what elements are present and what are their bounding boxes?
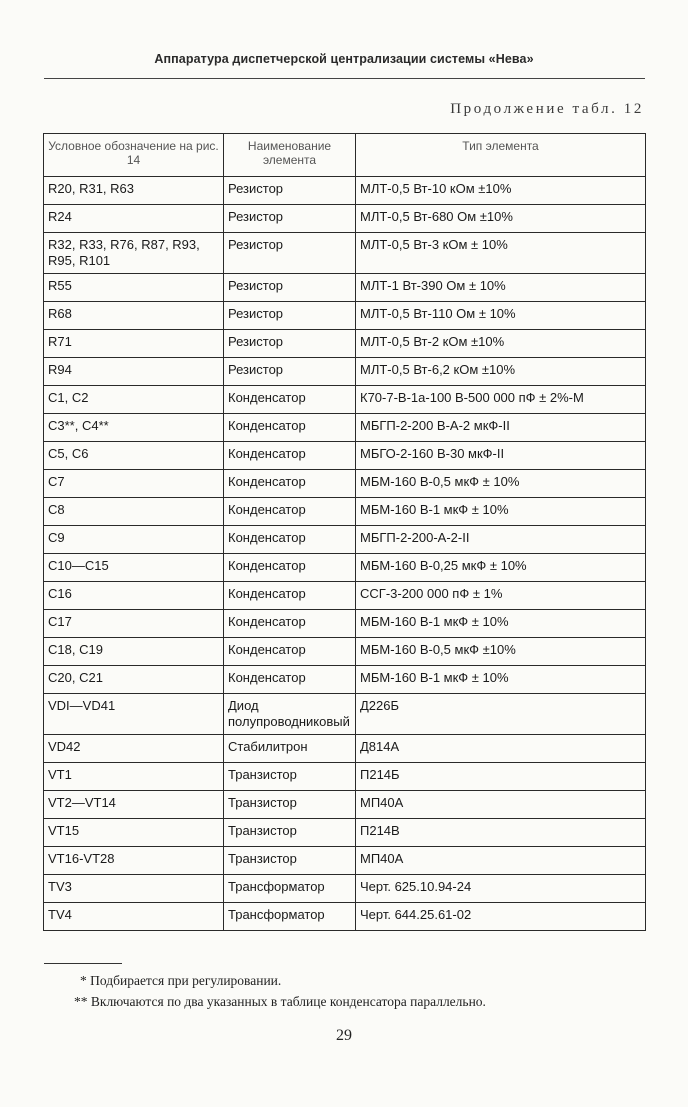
cell-designation: VD42 xyxy=(44,735,224,763)
cell-name: Резистор xyxy=(224,274,356,302)
cell-designation: VDI—VD41 xyxy=(44,694,224,735)
cell-name: Резистор xyxy=(224,358,356,386)
table-row xyxy=(44,233,646,274)
cell-designation: R24 xyxy=(44,205,224,233)
cell-type: П214В xyxy=(356,819,646,847)
column-header-name: Наименование элемента xyxy=(224,134,356,177)
cell-name: Резистор xyxy=(224,233,356,274)
cell-designation: VT16-VT28 xyxy=(44,847,224,875)
cell-name: Конденсатор xyxy=(224,386,356,414)
cell-designation: TV3 xyxy=(44,875,224,903)
cell-type: МП40А xyxy=(356,791,646,819)
cell-designation: VT2—VT14 xyxy=(44,791,224,819)
footnote-1: * Подбирается при регулировании. xyxy=(80,973,282,988)
cell-name: Резистор xyxy=(224,330,356,358)
cell-designation: C7 xyxy=(44,470,224,498)
table-row xyxy=(44,205,646,233)
cell-designation: VT15 xyxy=(44,819,224,847)
cell-designation: R20, R31, R63 xyxy=(44,177,224,205)
cell-designation: C17 xyxy=(44,610,224,638)
table-row xyxy=(44,554,646,582)
cell-designation: R68 xyxy=(44,302,224,330)
cell-type: МЛТ-0,5 Вт-2 кОм ±10% xyxy=(356,330,646,358)
cell-designation: R32, R33, R76, R87, R93, R95, R101 xyxy=(44,233,224,274)
cell-type: МЛТ-0,5 Вт-3 кОм ± 10% xyxy=(356,233,646,274)
table-row xyxy=(44,498,646,526)
cell-type: МЛТ-1 Вт-390 Ом ± 10% xyxy=(356,274,646,302)
cell-type: ССГ-3-200 000 пФ ± 1% xyxy=(356,582,646,610)
cell-type: МЛТ-0,5 Вт-10 кОм ±10% xyxy=(356,177,646,205)
cell-name: Конденсатор xyxy=(224,610,356,638)
cell-designation: C1, C2 xyxy=(44,386,224,414)
table-row xyxy=(44,302,646,330)
header-row xyxy=(44,134,646,177)
cell-name: Диод полупроводниковый xyxy=(224,694,356,735)
table-row xyxy=(44,177,646,205)
cell-designation: TV4 xyxy=(44,903,224,931)
cell-designation: C16 xyxy=(44,582,224,610)
cell-designation: C18, C19 xyxy=(44,638,224,666)
cell-type: МБМ-160 В-0,5 мкФ ± 10% xyxy=(356,470,646,498)
cell-name: Конденсатор xyxy=(224,470,356,498)
cell-type: Д814А xyxy=(356,735,646,763)
running-head: Аппаратура диспетчерской централизации системы «Нева» xyxy=(154,52,534,66)
table-row xyxy=(44,791,646,819)
cell-type: Черт. 644.25.61-02 xyxy=(356,903,646,931)
cell-name: Конденсатор xyxy=(224,666,356,694)
table-row xyxy=(44,582,646,610)
table-row xyxy=(44,526,646,554)
table-row xyxy=(44,819,646,847)
cell-type: МЛТ-0,5 Вт-110 Ом ± 10% xyxy=(356,302,646,330)
cell-name: Конденсатор xyxy=(224,554,356,582)
cell-name: Транзистор xyxy=(224,819,356,847)
column-header-designation: Условное обозначение на рис. 14 xyxy=(44,134,224,177)
table-row xyxy=(44,610,646,638)
cell-name: Конденсатор xyxy=(224,442,356,470)
cell-name: Конденсатор xyxy=(224,582,356,610)
cell-type: Д226Б xyxy=(356,694,646,735)
cell-type: МБГП-2-200-А-2-II xyxy=(356,526,646,554)
cell-name: Конденсатор xyxy=(224,414,356,442)
cell-designation: C20, C21 xyxy=(44,666,224,694)
cell-designation: C10—C15 xyxy=(44,554,224,582)
table-row xyxy=(44,330,646,358)
cell-name: Трансформатор xyxy=(224,875,356,903)
cell-type: МБМ-160 В-1 мкФ ± 10% xyxy=(356,498,646,526)
table-row xyxy=(44,847,646,875)
cell-designation: C9 xyxy=(44,526,224,554)
cell-name: Трансформатор xyxy=(224,903,356,931)
footnote-rule xyxy=(44,963,122,964)
cell-type: МЛТ-0,5 Вт-680 Ом ±10% xyxy=(356,205,646,233)
table-continuation-label: Продолжение табл. 12 xyxy=(450,101,644,117)
table-row xyxy=(44,386,646,414)
table-row xyxy=(44,666,646,694)
cell-type: П214Б xyxy=(356,763,646,791)
table-row xyxy=(44,735,646,763)
components-table xyxy=(43,133,646,931)
table-row xyxy=(44,442,646,470)
cell-designation: R94 xyxy=(44,358,224,386)
cell-type: МБГП-2-200 В-А-2 мкФ-II xyxy=(356,414,646,442)
table-row xyxy=(44,903,646,931)
cell-type: Черт. 625.10.94-24 xyxy=(356,875,646,903)
table-row xyxy=(44,414,646,442)
cell-type: К70-7-В-1а-100 В-500 000 пФ ± 2%-М xyxy=(356,386,646,414)
table-row xyxy=(44,763,646,791)
table-row xyxy=(44,358,646,386)
cell-designation: C5, C6 xyxy=(44,442,224,470)
cell-name: Резистор xyxy=(224,302,356,330)
table-row xyxy=(44,638,646,666)
cell-type: МЛТ-0,5 Вт-6,2 кОм ±10% xyxy=(356,358,646,386)
cell-name: Конденсатор xyxy=(224,638,356,666)
cell-designation: C3**, C4** xyxy=(44,414,224,442)
cell-designation: R71 xyxy=(44,330,224,358)
table-body xyxy=(44,177,646,931)
table-row xyxy=(44,274,646,302)
cell-type: МП40А xyxy=(356,847,646,875)
cell-name: Транзистор xyxy=(224,763,356,791)
page-number: 29 xyxy=(336,1027,352,1044)
footnote-2: ** Включаются по два указанных в таблице конденсатора параллельно. xyxy=(74,994,486,1009)
cell-name: Стабилитрон xyxy=(224,735,356,763)
cell-name: Конденсатор xyxy=(224,498,356,526)
cell-type: МБГО-2-160 В-30 мкФ-II xyxy=(356,442,646,470)
cell-type: МБМ-160 В-0,5 мкФ ±10% xyxy=(356,638,646,666)
cell-name: Транзистор xyxy=(224,847,356,875)
cell-type: МБМ-160 В-1 мкФ ± 10% xyxy=(356,610,646,638)
cell-name: Резистор xyxy=(224,205,356,233)
table-header xyxy=(44,134,646,177)
cell-designation: C8 xyxy=(44,498,224,526)
cell-name: Конденсатор xyxy=(224,526,356,554)
header-rule xyxy=(44,78,645,79)
table-row xyxy=(44,470,646,498)
table-row xyxy=(44,875,646,903)
cell-name: Резистор xyxy=(224,177,356,205)
cell-designation: VT1 xyxy=(44,763,224,791)
cell-type: МБМ-160 В-0,25 мкФ ± 10% xyxy=(356,554,646,582)
column-header-type: Тип элемента xyxy=(356,134,646,177)
cell-type: МБМ-160 В-1 мкФ ± 10% xyxy=(356,666,646,694)
table-row xyxy=(44,694,646,735)
cell-designation: R55 xyxy=(44,274,224,302)
cell-name: Транзистор xyxy=(224,791,356,819)
